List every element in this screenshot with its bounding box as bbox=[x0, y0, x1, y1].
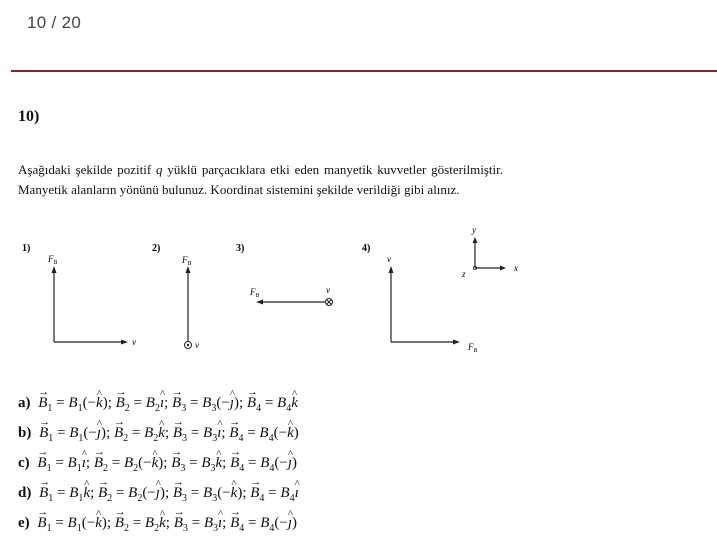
unit-vector: ^ k bbox=[96, 392, 103, 414]
figure-4 bbox=[362, 243, 478, 354]
unit-vector: ^ k bbox=[231, 482, 238, 504]
option-letter: e) bbox=[18, 515, 30, 531]
unit-vector: ^ ı bbox=[82, 452, 86, 474]
unit-vector: ^ ȷ bbox=[230, 392, 234, 414]
question-text bbox=[18, 160, 503, 199]
unit-vector: ^ k bbox=[216, 452, 223, 474]
unit-vector: ^ ı bbox=[218, 512, 222, 534]
unit-vector: ^ k bbox=[158, 422, 165, 444]
figure-2-velocity-label: v bbox=[195, 340, 199, 350]
y-axis-label: y bbox=[472, 225, 476, 235]
option-letter: a) bbox=[18, 395, 31, 411]
figure-2 bbox=[152, 243, 199, 350]
question-text-part2: yüklü parçacıklara etki eden manyetik kuvvetler gösterilmiştir. Manyetik alanların yönünü bulunuz. Koordinat sistemini şekilde verildiği gibi alınız. bbox=[18, 162, 504, 197]
unit-vector: ^ k bbox=[159, 512, 166, 534]
figure-4-force-label: $F_B$ bbox=[468, 342, 478, 354]
figure-2-force-label: $F_B$ bbox=[182, 255, 192, 267]
unit-vector: ^ ı bbox=[217, 422, 221, 444]
answer-option[interactable]: $e) \to B_1$ = $B_1(-\^{}$ k); → $B_2$ = $B_2\^{}$ k; → $B_3$ = $B_3\^{}$ ı; → $B_4$ = $B_4(-\^{}$ ȷ) bbox=[18, 512, 299, 542]
unit-vector: ^ ȷ bbox=[156, 482, 160, 504]
figure-4-velocity-arrowhead bbox=[389, 266, 394, 273]
figure-4-label: 4) bbox=[362, 243, 371, 254]
answer-option[interactable]: $b) \to B_1$ = $B_1(-\^{}$ ȷ); → $B_2$ = $B_2\^{}$ k; → $B_3$ = $B_3\^{}$ ı; → $B_4$ = $B_4(-\^{}$ k) bbox=[18, 422, 299, 452]
unit-vector: ^ k bbox=[287, 422, 294, 444]
unit-vector: ^ k bbox=[152, 452, 159, 474]
unit-vector: ^ ȷ bbox=[288, 452, 292, 474]
z-axis-label: z bbox=[462, 269, 466, 279]
figure-3-velocity-label: v bbox=[326, 285, 330, 295]
answer-options bbox=[18, 392, 299, 542]
coordinate-axes bbox=[461, 225, 518, 279]
unit-vector: ^ ȷ bbox=[97, 422, 101, 444]
figure-1-force-label: $F_B$ bbox=[48, 254, 58, 266]
figure-1-force-arrowhead bbox=[52, 266, 57, 273]
unit-vector: ^ ı bbox=[295, 482, 299, 504]
figure-3-force-arrowhead bbox=[256, 300, 263, 305]
header-divider bbox=[11, 70, 717, 72]
answer-option[interactable]: $d) \to B_1$ = $B_1\^{}$ k; → $B_2$ = $B_2(-\^{}$ ȷ); → $B_3$ = $B_3(-\^{}$ k); → $B_4$ = $B_4\^{}$ ı bbox=[18, 482, 299, 512]
unit-vector: ^ k bbox=[291, 392, 298, 414]
figure-1 bbox=[22, 243, 136, 347]
option-letter: b) bbox=[18, 425, 32, 441]
figure-3-force-label: $F_B$ bbox=[250, 287, 260, 299]
slide-counter: 10 / 20 bbox=[27, 13, 82, 32]
unit-vector: ^ ȷ bbox=[288, 512, 292, 534]
figure-1-velocity-arrowhead bbox=[121, 340, 128, 345]
unit-vector: ^ ı bbox=[160, 392, 164, 414]
figure-1-label: 1) bbox=[22, 243, 31, 254]
figure-4-force-arrowhead bbox=[453, 340, 460, 345]
x-axis-label: x bbox=[514, 263, 518, 273]
figure-3-label: 3) bbox=[236, 243, 245, 254]
option-letter: d) bbox=[18, 485, 32, 501]
charge-symbol: q bbox=[156, 162, 163, 177]
figure-3 bbox=[236, 243, 333, 306]
unit-vector: ^ k bbox=[95, 512, 102, 534]
option-letter: c) bbox=[18, 455, 30, 471]
answer-option[interactable]: $a) \to B_1$ = $B_1(-\^{}$ k); → $B_2$ = $B_2\^{}$ ı; → $B_3$ = $B_3(-\^{}$ ȷ); → $B_4$ = $B_4\^{}$ k bbox=[18, 392, 299, 422]
figure-2-label: 2) bbox=[152, 243, 161, 254]
unit-vector: ^ k bbox=[83, 482, 90, 504]
question-text-part1: Aşağıdaki şekilde pozitif bbox=[18, 162, 157, 177]
figure-4-velocity-label: v bbox=[387, 254, 391, 264]
figure-2-force-arrowhead bbox=[186, 266, 191, 273]
question-number: 10) bbox=[18, 108, 40, 125]
answer-option[interactable]: $c) \to B_1$ = $B_1\^{}$ ı; → $B_2$ = $B_2(-\^{}$ k); → $B_3$ = $B_3\^{}$ k; → $B_4$ = $B_4(-\^{}$ ȷ) bbox=[18, 452, 299, 482]
figure-1-velocity-label: v bbox=[132, 337, 136, 347]
force-diagrams bbox=[0, 220, 540, 360]
